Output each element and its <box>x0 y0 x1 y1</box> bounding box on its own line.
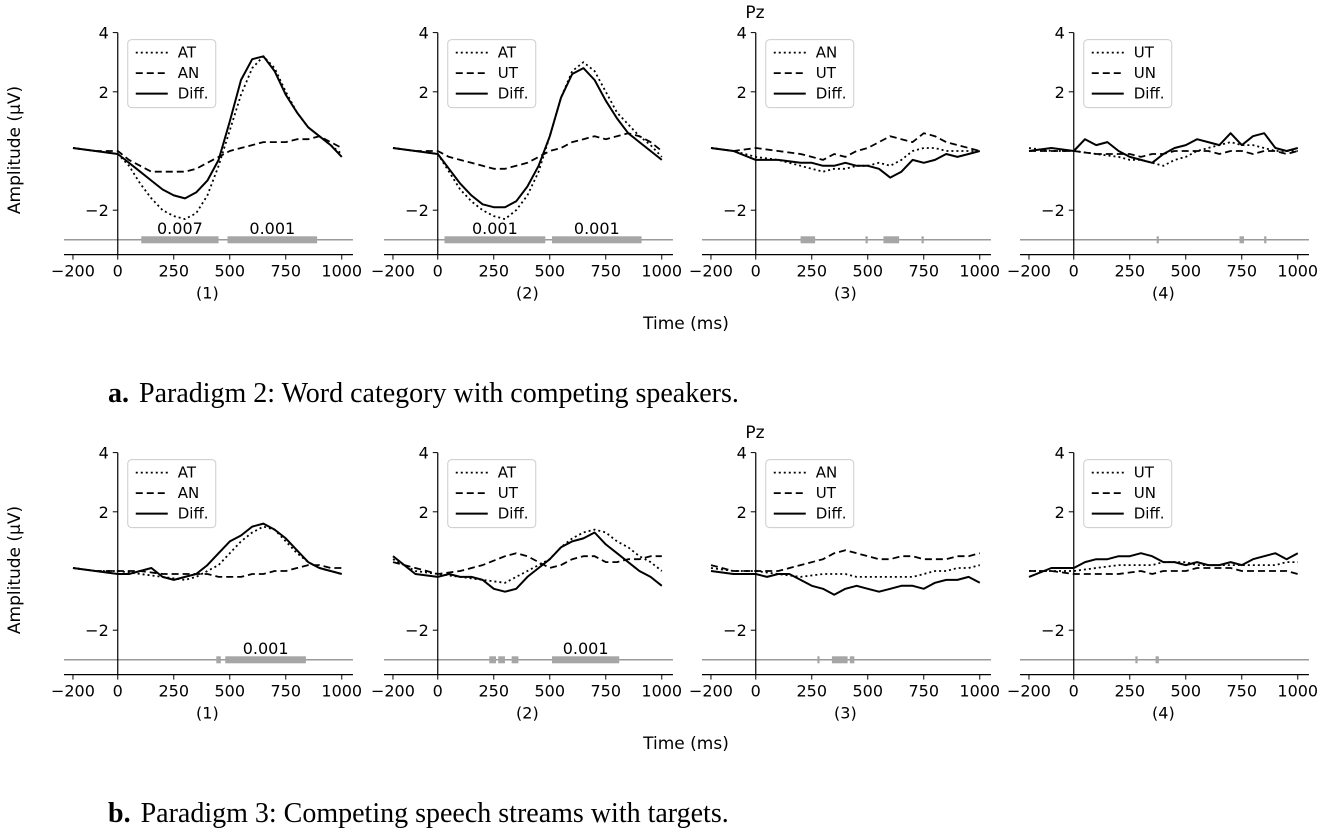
legend-label: UT <box>815 64 836 83</box>
x-tick-label: −200 <box>50 681 95 701</box>
legend-label: UN <box>1133 64 1156 83</box>
x-tick-label: 750 <box>1226 261 1258 281</box>
panel-3 <box>689 444 1000 723</box>
y-tick-label: −2 <box>405 201 429 221</box>
x-tick-label: 250 <box>1114 681 1146 701</box>
x-tick-label: 1000 <box>321 681 363 701</box>
y-tick-label: 2 <box>98 82 109 102</box>
panel-label: (2) <box>516 703 539 723</box>
significance-bar <box>216 656 220 663</box>
legend-label: AN <box>177 64 200 83</box>
y-tick-label: 4 <box>1054 443 1065 463</box>
x-tick-label: 500 <box>1170 681 1202 701</box>
significance-bar <box>883 236 899 243</box>
x-tick-label: 750 <box>1226 681 1258 701</box>
panel-4 <box>1007 444 1318 723</box>
y-tick-label: −2 <box>723 621 747 641</box>
significance-bar <box>498 656 505 663</box>
x-tick-label: 0 <box>112 261 123 281</box>
series-line-an <box>711 148 980 172</box>
x-tick-label: 250 <box>158 261 190 281</box>
significance-label: 0.001 <box>471 218 518 238</box>
y-tick-label: −2 <box>723 201 747 221</box>
x-tick-label: 0 <box>112 681 123 701</box>
x-axis-label: Time (ms) <box>643 314 729 334</box>
y-tick-label: 4 <box>418 443 429 463</box>
x-tick-label: 0 <box>1068 681 1079 701</box>
series-line-an <box>711 565 980 577</box>
legend-label: Diff. <box>815 504 847 523</box>
series-line-diff <box>393 533 662 592</box>
legend-label: AN <box>177 484 200 503</box>
significance-bar <box>922 236 924 243</box>
panel-label: (3) <box>834 703 857 723</box>
x-axis-label: Time (ms) <box>643 734 729 754</box>
y-tick-label: −2 <box>1041 621 1065 641</box>
legend-label: UT <box>815 484 836 503</box>
x-tick-label: −200 <box>50 261 95 281</box>
x-tick-label: 750 <box>908 261 940 281</box>
x-tick-label: 250 <box>478 261 510 281</box>
panel-label: (4) <box>1152 703 1175 723</box>
legend-label: UN <box>1133 484 1156 503</box>
x-tick-label: 500 <box>852 681 884 701</box>
x-tick-label: 1000 <box>959 681 1001 701</box>
x-tick-label: 250 <box>158 681 190 701</box>
y-tick-label: 4 <box>736 23 747 43</box>
y-tick-label: 2 <box>98 502 109 522</box>
legend-label: AT <box>177 463 197 482</box>
y-axis-label: Amplitude (μV) <box>5 505 25 635</box>
significance-label: 0.001 <box>242 638 289 658</box>
legend-label: AT <box>497 43 517 62</box>
y-tick-label: 4 <box>98 443 109 463</box>
x-tick-label: 750 <box>908 681 940 701</box>
x-tick-label: 250 <box>796 681 828 701</box>
x-tick-label: 1000 <box>641 681 683 701</box>
x-tick-label: 250 <box>478 681 510 701</box>
x-tick-label: −200 <box>688 681 733 701</box>
legend-label: Diff. <box>497 84 529 103</box>
significance-label: 0.001 <box>562 638 609 658</box>
y-tick-label: 4 <box>98 23 109 43</box>
x-tick-label: 500 <box>852 261 884 281</box>
panel-2 <box>371 24 682 303</box>
x-tick-label: 500 <box>1170 261 1202 281</box>
legend-label: Diff. <box>815 84 847 103</box>
x-tick-label: 0 <box>750 261 761 281</box>
legend-label: AT <box>497 463 517 482</box>
x-tick-label: 750 <box>270 681 302 701</box>
legend-label: Diff. <box>1133 84 1165 103</box>
panel-1 <box>51 24 362 303</box>
y-tick-label: 4 <box>1054 23 1065 43</box>
significance-bar <box>801 236 816 243</box>
series-line-ut <box>711 550 980 571</box>
x-tick-label: 1000 <box>321 261 363 281</box>
panel-4 <box>1007 24 1318 303</box>
figure-caption <box>108 378 739 409</box>
y-tick-label: −2 <box>405 621 429 641</box>
y-axis-label: Amplitude (μV) <box>5 85 25 215</box>
significance-bar <box>817 656 819 663</box>
y-tick-label: 2 <box>1054 502 1065 522</box>
figure-title: Pz <box>745 423 765 443</box>
legend-label: UT <box>1133 43 1154 62</box>
panel-label: (1) <box>196 283 219 303</box>
legend-label: UT <box>1133 463 1154 482</box>
x-tick-label: 0 <box>432 681 443 701</box>
caption-text: Paradigm 3: Competing speech streams with targets. <box>140 798 729 829</box>
series-line-ut <box>393 133 662 169</box>
x-tick-label: −200 <box>1006 261 1051 281</box>
legend-label: Diff. <box>1133 504 1165 523</box>
caption-label: b. <box>108 798 131 829</box>
panel-label: (4) <box>1152 283 1175 303</box>
x-tick-label: −200 <box>688 261 733 281</box>
x-tick-label: 750 <box>590 681 622 701</box>
significance-bar <box>850 656 854 663</box>
significance-bar <box>1264 236 1266 243</box>
series-line-diff <box>1029 553 1298 577</box>
legend-label: Diff. <box>177 504 209 523</box>
legend-label: Diff. <box>497 504 529 523</box>
panel-label: (3) <box>834 283 857 303</box>
legend-label: AN <box>815 463 838 482</box>
y-tick-label: 2 <box>418 82 429 102</box>
caption-label: a. <box>108 378 129 409</box>
x-tick-label: 1000 <box>641 261 683 281</box>
x-tick-label: 0 <box>750 681 761 701</box>
x-tick-label: 0 <box>432 261 443 281</box>
significance-bar <box>489 656 496 663</box>
figure-caption <box>108 798 729 829</box>
y-tick-label: 2 <box>736 502 747 522</box>
legend-label: Diff. <box>177 84 209 103</box>
significance-bar <box>512 656 519 663</box>
figure-title: Pz <box>745 3 765 23</box>
x-tick-label: −200 <box>370 261 415 281</box>
x-tick-label: 500 <box>534 681 566 701</box>
x-tick-label: 750 <box>590 261 622 281</box>
y-tick-label: 2 <box>736 82 747 102</box>
x-tick-label: −200 <box>1006 681 1051 701</box>
x-tick-label: 1000 <box>1277 681 1319 701</box>
caption-text: Paradigm 2: Word category with competing speakers. <box>139 378 739 409</box>
y-tick-label: 4 <box>736 443 747 463</box>
x-tick-label: 0 <box>1068 261 1079 281</box>
significance-label: 0.001 <box>573 218 620 238</box>
significance-label: 0.007 <box>157 218 203 238</box>
y-tick-label: 2 <box>1054 82 1065 102</box>
significance-bar <box>1135 656 1137 663</box>
significance-bar <box>866 236 868 243</box>
series-line-diff <box>1029 133 1298 163</box>
series-line-at <box>73 527 342 580</box>
significance-bar <box>1156 656 1159 663</box>
x-tick-label: 1000 <box>1277 261 1319 281</box>
y-tick-label: −2 <box>85 201 109 221</box>
panel-label: (2) <box>516 283 539 303</box>
significance-bar <box>832 656 848 663</box>
x-tick-label: 500 <box>214 261 246 281</box>
panel-1 <box>51 444 362 723</box>
x-tick-label: 1000 <box>959 261 1001 281</box>
series-line-diff <box>711 148 980 178</box>
significance-bar <box>1240 236 1244 243</box>
y-tick-label: −2 <box>1041 201 1065 221</box>
legend-label: UT <box>497 64 518 83</box>
significance-label: 0.001 <box>249 218 296 238</box>
panel-label: (1) <box>196 703 219 723</box>
legend-label: AT <box>177 43 197 62</box>
significance-bar <box>1157 236 1159 243</box>
y-tick-label: 4 <box>418 23 429 43</box>
x-tick-label: 500 <box>534 261 566 281</box>
x-tick-label: −200 <box>370 681 415 701</box>
panel-2 <box>371 444 682 723</box>
panel-3 <box>689 24 1000 303</box>
series-line-ut <box>1029 562 1298 571</box>
legend-label: AN <box>815 43 838 62</box>
y-tick-label: −2 <box>85 621 109 641</box>
x-tick-label: 750 <box>270 261 302 281</box>
x-tick-label: 250 <box>1114 261 1146 281</box>
y-tick-label: 2 <box>418 502 429 522</box>
x-tick-label: 250 <box>796 261 828 281</box>
x-tick-label: 500 <box>214 681 246 701</box>
legend-label: UT <box>497 484 518 503</box>
